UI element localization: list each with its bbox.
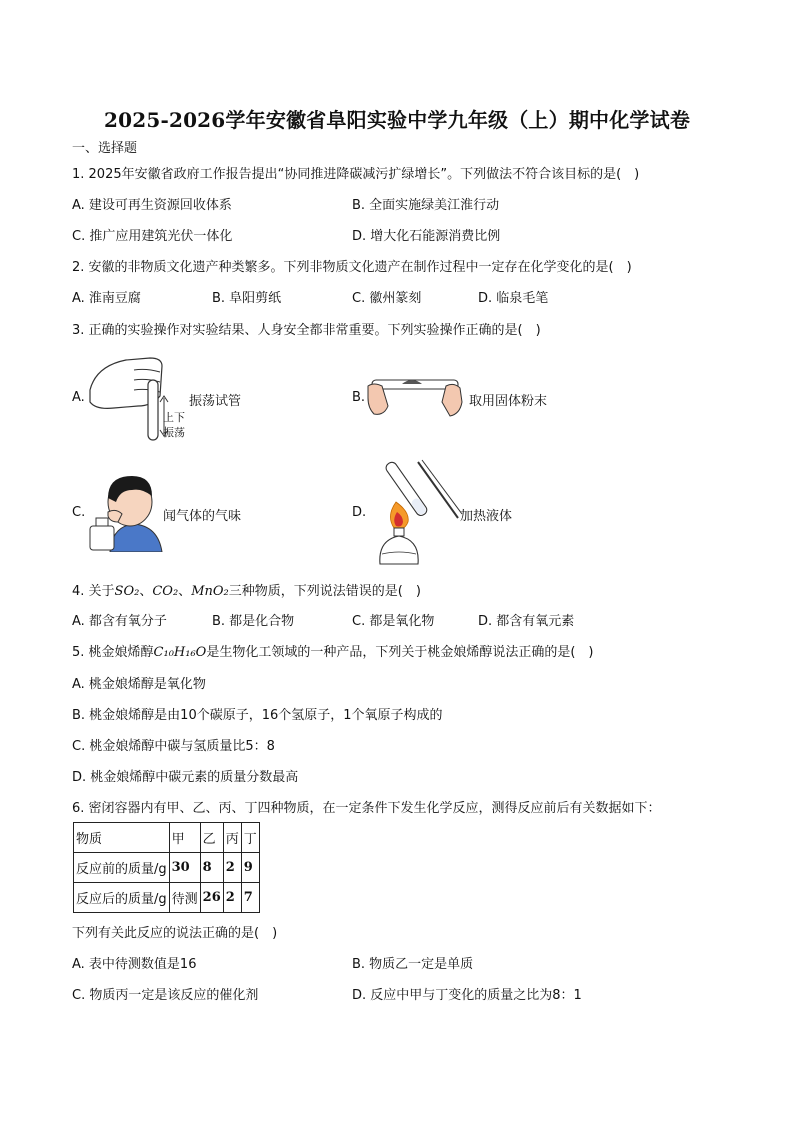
- question-1-option-b: B. 全面实施绿美江淮行动: [352, 198, 500, 213]
- table-cell: 9: [241, 853, 259, 883]
- table-row: [74, 883, 260, 913]
- question-4-option-b: B. 都是化合物: [212, 614, 295, 629]
- table-cell: 8: [200, 853, 223, 883]
- table-cell: 7: [241, 883, 259, 913]
- page-title: 2025-2026学年安徽省阜阳实验中学九年级（上）期中化学试卷: [103, 108, 691, 132]
- table-row: [74, 853, 260, 883]
- question-6-option-d: D. 反应中甲与丁变化的质量之比为8：1: [352, 988, 582, 1003]
- solid-powder-figure: [366, 372, 466, 422]
- shake-note-line2: 振荡: [163, 426, 185, 439]
- question-5-option-b: B. 桃金娘烯醇是由10个碳原子，16个氢原子，1个氧原子构成的: [72, 708, 443, 723]
- smelling-gas-figure: [86, 468, 166, 552]
- question-3-option-d-letter: D.: [352, 505, 367, 520]
- shake-note-line1: 上下: [163, 411, 185, 424]
- question-1-stem: 1. 2025年安徽省政府工作报告提出“协同推进降碳减污扩绿增长”。下列做法不符合该目标的是( ): [72, 167, 640, 182]
- formula-co2: CO₂: [152, 584, 179, 599]
- question-4-stem: [72, 583, 421, 601]
- question-4-option-c: C. 都是氧化物: [352, 614, 435, 629]
- table-cell: 甲: [169, 823, 200, 853]
- question-5-stem-post: 是生物化工领域的一种产品，下列关于桃金娘烯醇说法正确的是( ): [206, 645, 594, 660]
- table-cell: 30: [169, 853, 200, 883]
- question-5-stem: [72, 644, 594, 662]
- question-6-option-a: A. 表中待测数值是16: [72, 957, 197, 972]
- mass-data-table: [73, 822, 260, 913]
- question-3-option-c-letter: C.: [72, 505, 86, 520]
- table-cell: 2: [223, 883, 241, 913]
- table-cell: 物质: [74, 823, 170, 853]
- question-6-followup: 下列有关此反应的说法正确的是( ): [72, 926, 278, 941]
- question-1-option-d: D. 增大化石能源消费比例: [352, 229, 501, 244]
- formula-so2: SO₂: [114, 584, 140, 599]
- question-2-option-a: A. 淮南豆腐: [72, 291, 141, 306]
- question-1-option-c: C. 推广应用建筑光伏一体化: [72, 229, 233, 244]
- heating-liquid-figure: [366, 456, 466, 566]
- table-cell: 反应后的质量/g: [74, 883, 170, 913]
- table-cell: 待测: [169, 883, 200, 913]
- question-3-option-b-letter: B.: [352, 390, 366, 405]
- question-6-stem: 6. 密闭容器内有甲、乙、丙、丁四种物质，在一定条件下发生化学反应，测得反应前后有关数据如下：: [72, 801, 661, 816]
- question-4-stem-pre: 4. 关于: [72, 584, 115, 599]
- question-5-option-a: A. 桃金娘烯醇是氧化物: [72, 677, 206, 692]
- question-4-option-a: A. 都含有氧分子: [72, 614, 167, 629]
- question-6-option-c: C. 物质丙一定是该反应的催化剂: [72, 988, 259, 1003]
- question-3-option-a-letter: A.: [72, 390, 85, 405]
- question-2-option-c: C. 徽州篆刻: [352, 291, 422, 306]
- question-3-option-b-label: 取用固体粉末: [469, 394, 548, 409]
- question-5-stem-pre: 5. 桃金娘烯醇: [72, 645, 154, 660]
- separator: 、: [178, 584, 192, 599]
- table-cell: 26: [200, 883, 223, 913]
- section-heading: 一、选择题: [72, 141, 138, 156]
- question-1-option-a: A. 建设可再生资源回收体系: [72, 198, 232, 213]
- table-cell: 丙: [223, 823, 241, 853]
- question-3-option-a-label: 振荡试管: [189, 394, 242, 409]
- table-cell: 乙: [200, 823, 223, 853]
- formula-mno2: MnO₂: [191, 584, 229, 599]
- separator: 、: [139, 584, 153, 599]
- question-5-option-d: D. 桃金娘烯醇中碳元素的质量分数最高: [72, 770, 299, 785]
- formula-c10h16o: C₁₀H₁₆O: [153, 645, 207, 660]
- question-2-option-b: B. 阜阳剪纸: [212, 291, 282, 306]
- table-cell: 丁: [241, 823, 259, 853]
- question-4-stem-post: 三种物质，下列说法错误的是( ): [228, 584, 421, 599]
- table-cell: 反应前的质量/g: [74, 853, 170, 883]
- table-header-row: [74, 823, 260, 853]
- question-2-stem: 2. 安徽的非物质文化遗产种类繁多。下列非物质文化遗产在制作过程中一定存在化学变化的是( ): [72, 260, 632, 275]
- question-3-stem: 3. 正确的实验操作对实验结果、人身安全都非常重要。下列实验操作正确的是( ): [72, 323, 541, 338]
- table-cell: 2: [223, 853, 241, 883]
- question-4-option-d: D. 都含有氧元素: [478, 614, 575, 629]
- question-3-option-d-label: 加热液体: [460, 509, 513, 524]
- question-6-option-b: B. 物质乙一定是单质: [352, 957, 474, 972]
- question-3-option-c-label: 闻气体的气味: [163, 509, 242, 524]
- question-5-option-c: C. 桃金娘烯醇中碳与氢质量比5：8: [72, 739, 275, 754]
- question-2-option-d: D. 临泉毛笔: [478, 291, 549, 306]
